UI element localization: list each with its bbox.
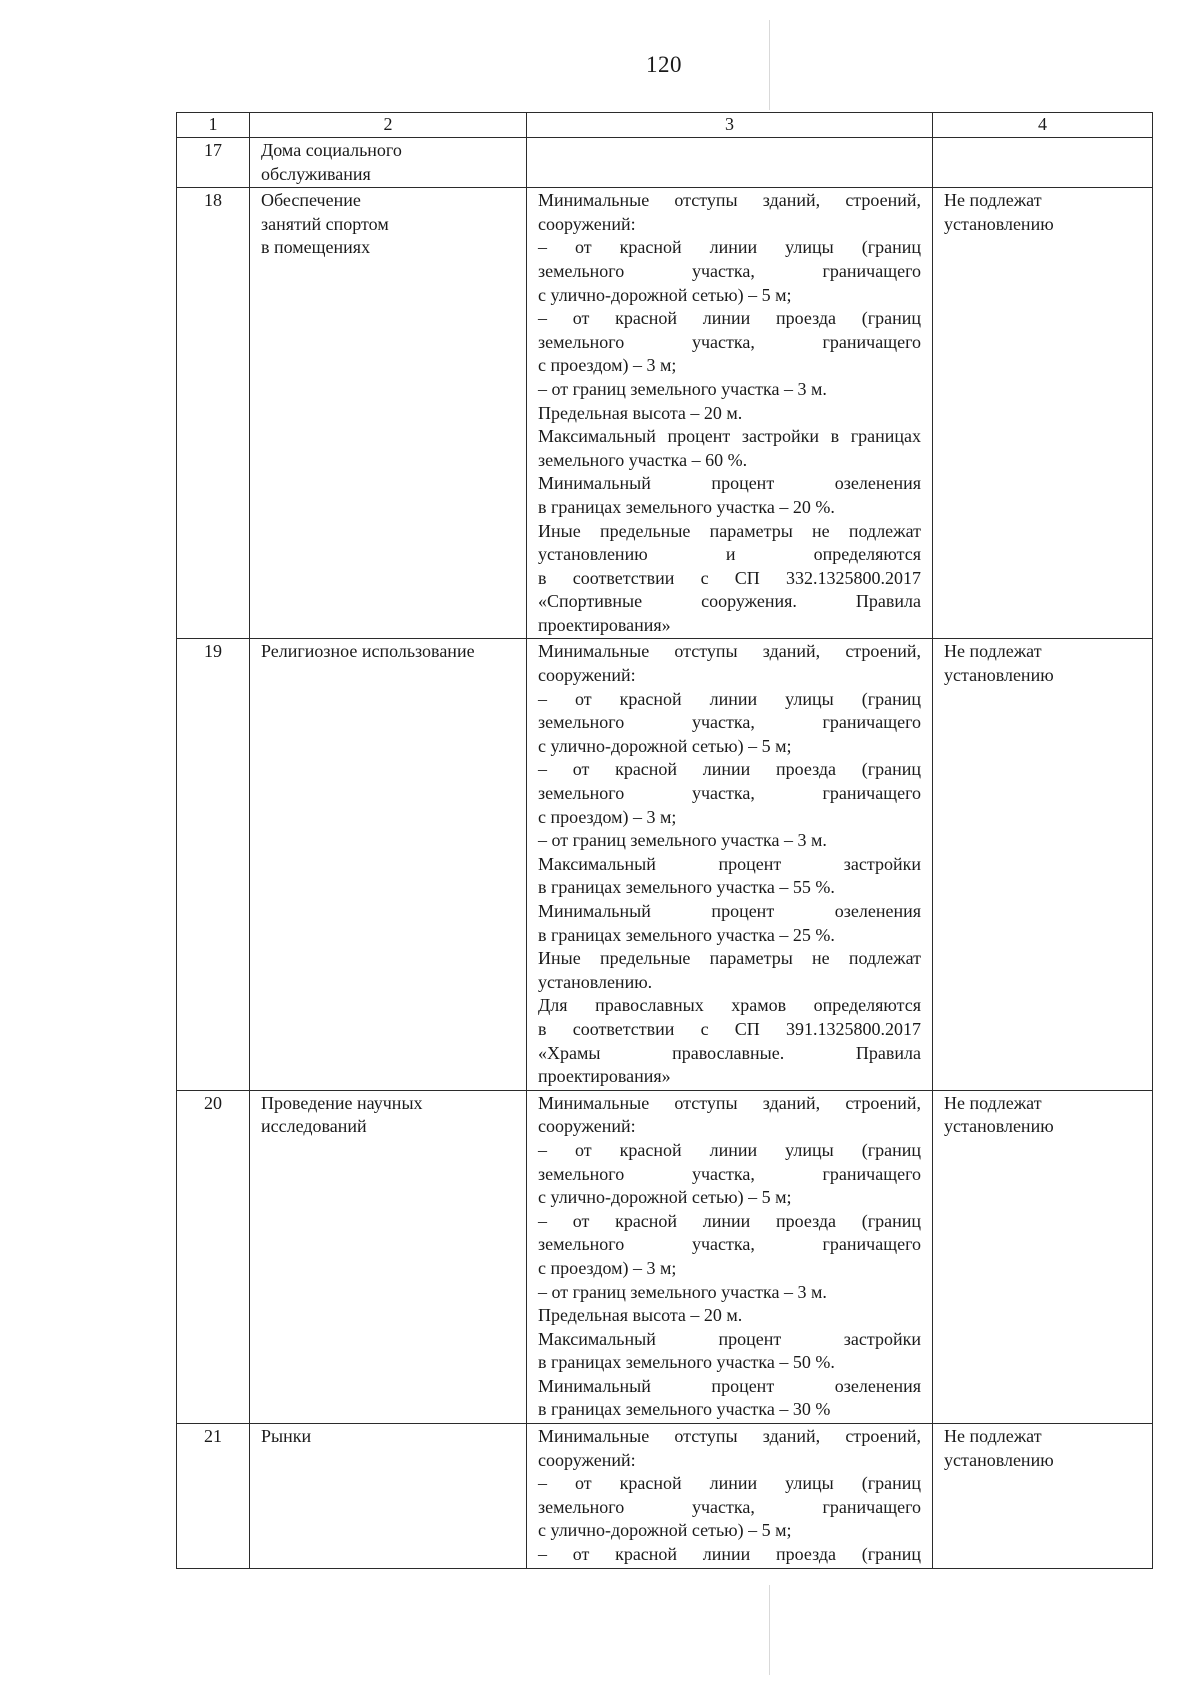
limit-parameter-line: сооружений: xyxy=(538,1116,636,1137)
limit-parameter-line: в границах земельного участка – 25 %. xyxy=(538,924,835,945)
limit-parameter-line: Минимальные отступы зданий, строений, xyxy=(538,1092,921,1113)
limit-parameter-line: Минимальные отступы зданий, строений, xyxy=(538,1426,921,1447)
limit-parameter-line: – от красной линии проезда (границ xyxy=(538,308,921,329)
use-type-name-line: исследований xyxy=(261,1116,367,1137)
limit-parameter-line: земельного участка, граничащего xyxy=(538,1496,921,1517)
limit-parameter-line: в границах земельного участка – 30 % xyxy=(538,1399,831,1420)
note-cell xyxy=(933,138,1153,188)
limit-parameter-line: Минимальные отступы зданий, строений, xyxy=(538,190,921,211)
limit-parameter-line: – от красной линии проезда (границ xyxy=(538,1544,921,1565)
limit-parameters xyxy=(527,1090,933,1423)
use-type-name-line: Проведение научных xyxy=(261,1092,423,1113)
limit-parameter-line: в соответствии с СП 332.1325800.2017 xyxy=(538,567,921,588)
limit-parameter-line: земельного участка, граничащего xyxy=(538,260,921,281)
table-row xyxy=(177,1090,1153,1423)
use-type-name-line: в помещениях xyxy=(261,237,371,258)
table-row xyxy=(177,1424,1153,1569)
note-line: Не подлежат xyxy=(944,190,1042,211)
limit-parameter-line: «Храмы православные. Правила xyxy=(538,1042,921,1063)
note-line: установлению xyxy=(944,1116,1054,1137)
use-type-name-line: обслуживания xyxy=(261,163,371,184)
limit-parameter-line: с проездом) – 3 м; xyxy=(538,1257,677,1278)
limit-parameters xyxy=(527,138,933,188)
limit-parameter-line: Минимальный процент озеленения xyxy=(538,1375,921,1396)
limit-parameter-line: в соответствии с СП 391.1325800.2017 xyxy=(538,1018,921,1039)
limit-parameter-line: сооружений: xyxy=(538,665,636,686)
limit-parameter-line: с проездом) – 3 м; xyxy=(538,806,677,827)
row-number: 21 xyxy=(177,1424,250,1569)
limit-parameter-line: установлению и определяются xyxy=(538,544,921,565)
limit-parameter-line: в границах земельного участка – 20 %. xyxy=(538,496,835,517)
column-number-2: 2 xyxy=(250,113,527,138)
limit-parameter-line: – от красной линии проезда (границ xyxy=(538,759,921,780)
use-type-name-line: Рынки xyxy=(261,1426,312,1447)
limit-parameter-line: с улично-дорожной сетью) – 5 м; xyxy=(538,1187,792,1208)
land-use-parameters-table xyxy=(176,112,1153,1569)
limit-parameter-line: – от границ земельного участка – 3 м. xyxy=(538,830,827,851)
row-number: 19 xyxy=(177,639,250,1090)
table-row xyxy=(177,639,1153,1090)
limit-parameter-line: земельного участка, граничащего xyxy=(538,783,921,804)
column-number-3: 3 xyxy=(527,113,933,138)
use-type-name xyxy=(250,1090,527,1423)
note-line: установлению xyxy=(944,213,1054,234)
limit-parameter-line: сооружений: xyxy=(538,1449,636,1470)
limit-parameter-line: земельного участка, граничащего xyxy=(538,331,921,352)
use-type-name-line: Обеспечение xyxy=(261,190,361,211)
table-header-row xyxy=(177,113,1153,138)
limit-parameter-line: земельного участка, граничащего xyxy=(538,712,921,733)
limit-parameter-line: Максимальный процент застройки xyxy=(538,853,921,874)
table-row xyxy=(177,138,1153,188)
limit-parameter-line: Предельная высота – 20 м. xyxy=(538,402,743,423)
limit-parameter-line: с проездом) – 3 м; xyxy=(538,355,677,376)
limit-parameter-line: Минимальный процент озеленения xyxy=(538,901,921,921)
row-number: 18 xyxy=(177,188,250,639)
note-cell xyxy=(933,1424,1153,1569)
note-cell xyxy=(933,188,1153,639)
limit-parameter-line: Предельная высота – 20 м. xyxy=(538,1305,743,1326)
limit-parameter-line: Максимальный процент застройки xyxy=(538,1328,921,1349)
use-type-name xyxy=(250,188,527,639)
limit-parameters xyxy=(527,639,933,1090)
note-line: Не подлежат xyxy=(944,1426,1042,1447)
note-cell xyxy=(933,1090,1153,1423)
note-line: установлению xyxy=(944,665,1054,686)
column-number-1: 1 xyxy=(177,113,250,138)
limit-parameter-line: Минимальные отступы зданий, строений, xyxy=(538,641,921,662)
limit-parameter-line: – от красной линии улицы (границ xyxy=(538,688,921,709)
limit-parameter-line: – от границ земельного участка – 3 м. xyxy=(538,1281,827,1302)
limit-parameter-line: Иные предельные параметры не подлежат xyxy=(538,520,921,541)
limit-parameter-line: земельного участка – 60 %. xyxy=(538,449,748,470)
limit-parameter-line: сооружений: xyxy=(538,213,636,234)
limit-parameter-line: установлению. xyxy=(538,971,653,992)
scan-artifact-line xyxy=(769,1585,770,1675)
use-type-name xyxy=(250,1424,527,1569)
empty-cell-spacer xyxy=(538,139,921,163)
limit-parameter-line: – от красной линии улицы (границ xyxy=(538,1139,921,1160)
column-number-4: 4 xyxy=(933,113,1153,138)
table-row xyxy=(177,188,1153,639)
use-type-name-line: занятий спортом xyxy=(261,213,389,234)
limit-parameter-line: Минимальный процент озеленения xyxy=(538,473,921,494)
limit-parameter-line: – от красной линии улицы (границ xyxy=(538,237,921,258)
use-type-name-line: Религиозное использование xyxy=(261,641,475,662)
note-line: установлению xyxy=(944,1449,1054,1470)
use-type-name-line: Дома социального xyxy=(261,140,402,160)
row-number: 17 xyxy=(177,138,250,188)
page-number: 120 xyxy=(646,52,682,77)
limit-parameter-line: – от красной линии проезда (границ xyxy=(538,1210,921,1231)
limit-parameter-line: земельного участка, граничащего xyxy=(538,1163,921,1184)
limit-parameter-line: проектирования» xyxy=(538,614,671,635)
limit-parameter-line: проектирования» xyxy=(538,1066,671,1087)
limit-parameter-line: в границах земельного участка – 50 %. xyxy=(538,1352,835,1373)
row-number: 20 xyxy=(177,1090,250,1423)
limit-parameter-line: с улично-дорожной сетью) – 5 м; xyxy=(538,1520,792,1541)
note-line: Не подлежат xyxy=(944,641,1042,662)
note-line: Не подлежат xyxy=(944,1092,1042,1113)
limit-parameter-line: Для православных храмов определяются xyxy=(538,995,921,1016)
limit-parameter-line: в границах земельного участка – 55 %. xyxy=(538,877,835,898)
limit-parameters xyxy=(527,188,933,639)
limit-parameter-line: с улично-дорожной сетью) – 5 м; xyxy=(538,735,792,756)
limit-parameter-line: – от границ земельного участка – 3 м. xyxy=(538,378,827,399)
limit-parameter-line: «Спортивные сооружения. Правила xyxy=(538,591,921,612)
use-type-name xyxy=(250,639,527,1090)
limit-parameter-line: – от красной линии улицы (границ xyxy=(538,1473,921,1494)
limit-parameters xyxy=(527,1424,933,1569)
use-type-name xyxy=(250,138,527,188)
limit-parameter-line: с улично-дорожной сетью) – 5 м; xyxy=(538,284,792,305)
note-cell xyxy=(933,639,1153,1090)
limit-parameter-line: Иные предельные параметры не подлежат xyxy=(538,948,921,969)
limit-parameter-line: Максимальный процент застройки в границах xyxy=(538,426,921,447)
limit-parameter-line: земельного участка, граничащего xyxy=(538,1234,921,1255)
